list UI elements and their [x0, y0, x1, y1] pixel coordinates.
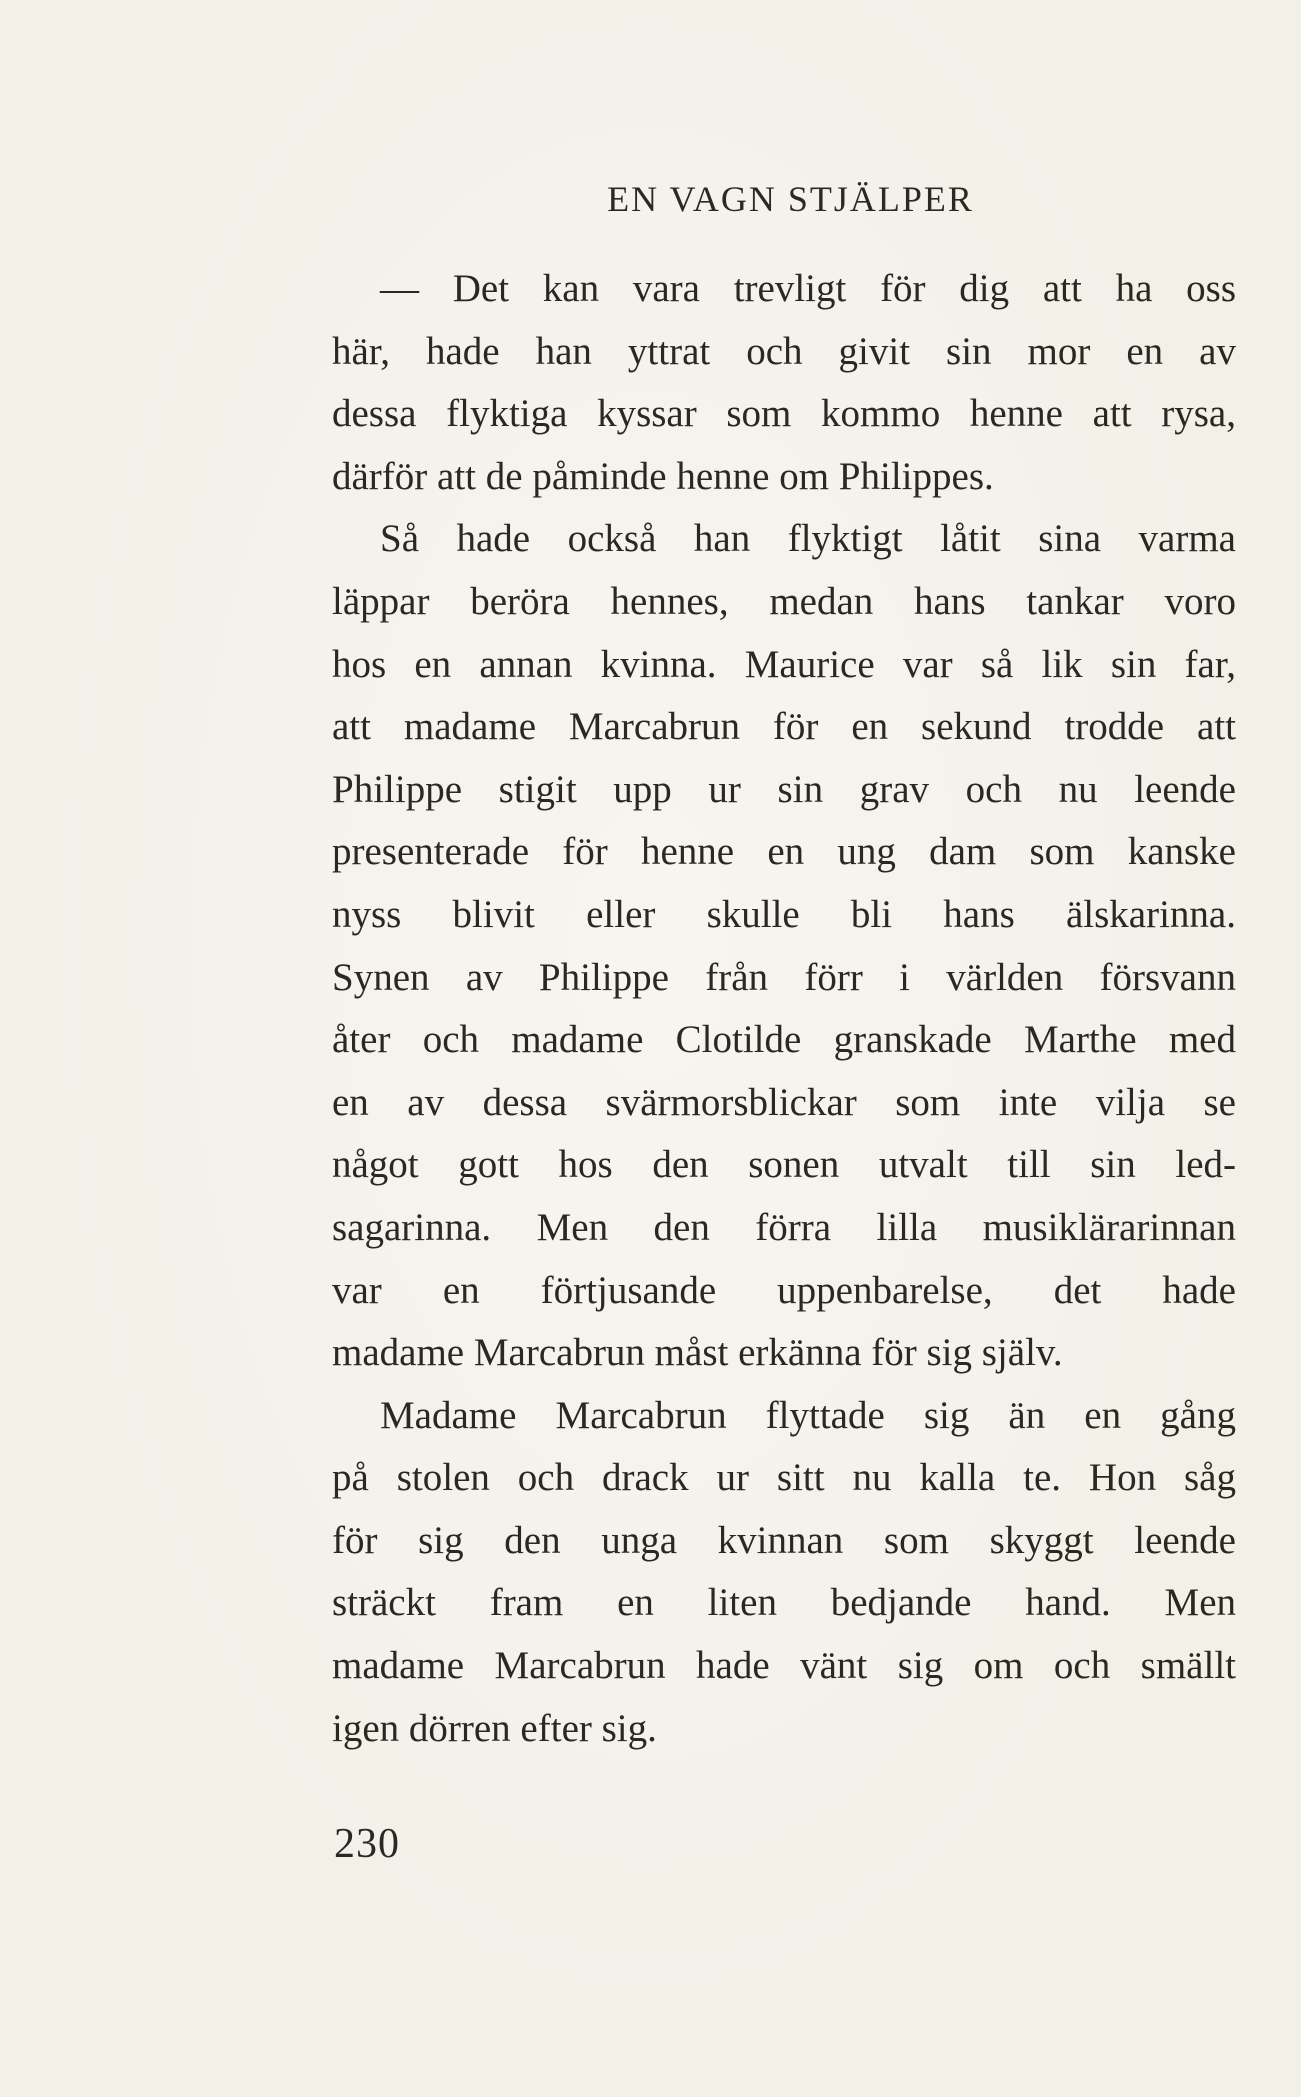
text-line: nyss blivit eller skulle bli hans älskarinna. [332, 892, 1236, 936]
page-number: 230 [334, 1821, 400, 1867]
text-line: — Det kan vara trevligt för dig att ha oss [380, 267, 1236, 310]
text-line: presenterade för henne en ung dam som kanske [332, 830, 1236, 874]
text-line: Så hade också han flyktigt låtit sina varma [380, 517, 1236, 561]
text-line: läppar beröra hennes, medan hans tankar voro [332, 579, 1236, 623]
text-line: på stolen och drack ur sitt nu kalla te. Hon såg [332, 1456, 1236, 1500]
text-line: här, hade han yttrat och givit sin mor en av [332, 329, 1236, 373]
text-line: hos en annan kvinna. Maurice var så lik sin far, [332, 642, 1236, 686]
text-line: madame Marcabrun måst erkänna för sig själv. [332, 1331, 1063, 1375]
text-line: att madame Marcabrun för en sekund trodde att [332, 705, 1236, 749]
text-line: därför att de påminde henne om Philippes. [332, 454, 994, 498]
running-head: EN VAGN STJÄLPER [607, 179, 974, 219]
text-line: en av dessa svärmorsblickar som inte vilja se [332, 1080, 1236, 1124]
text-line: madame Marcabrun hade vänt sig om och smällt [332, 1644, 1236, 1688]
text-line: sträckt fram en liten bedjande hand. Men [332, 1581, 1236, 1625]
text-line: dessa flyktiga kyssar som kommo henne att rysa, [332, 392, 1236, 436]
text-line: Madame Marcabrun flyttade sig än en gång [380, 1393, 1236, 1437]
text-line: var en förtjusande uppenbarelse, det hade [332, 1268, 1236, 1312]
text-line: sagarinna. Men den förra lilla musiklärarinnan [332, 1205, 1236, 1249]
text-line: Philippe stigit upp ur sin grav och nu leende [332, 767, 1236, 811]
text-line: Synen av Philippe från förr i världen försvann [332, 955, 1236, 999]
text-line: något gott hos den sonen utvalt till sin led- [332, 1143, 1236, 1187]
text-line: igen dörren efter sig. [332, 1706, 657, 1750]
body-text [332, 258, 1236, 1760]
text-line: åter och madame Clotilde granskade Marthe med [332, 1018, 1236, 1062]
text-line: för sig den unga kvinnan som skyggt leende [332, 1518, 1236, 1562]
